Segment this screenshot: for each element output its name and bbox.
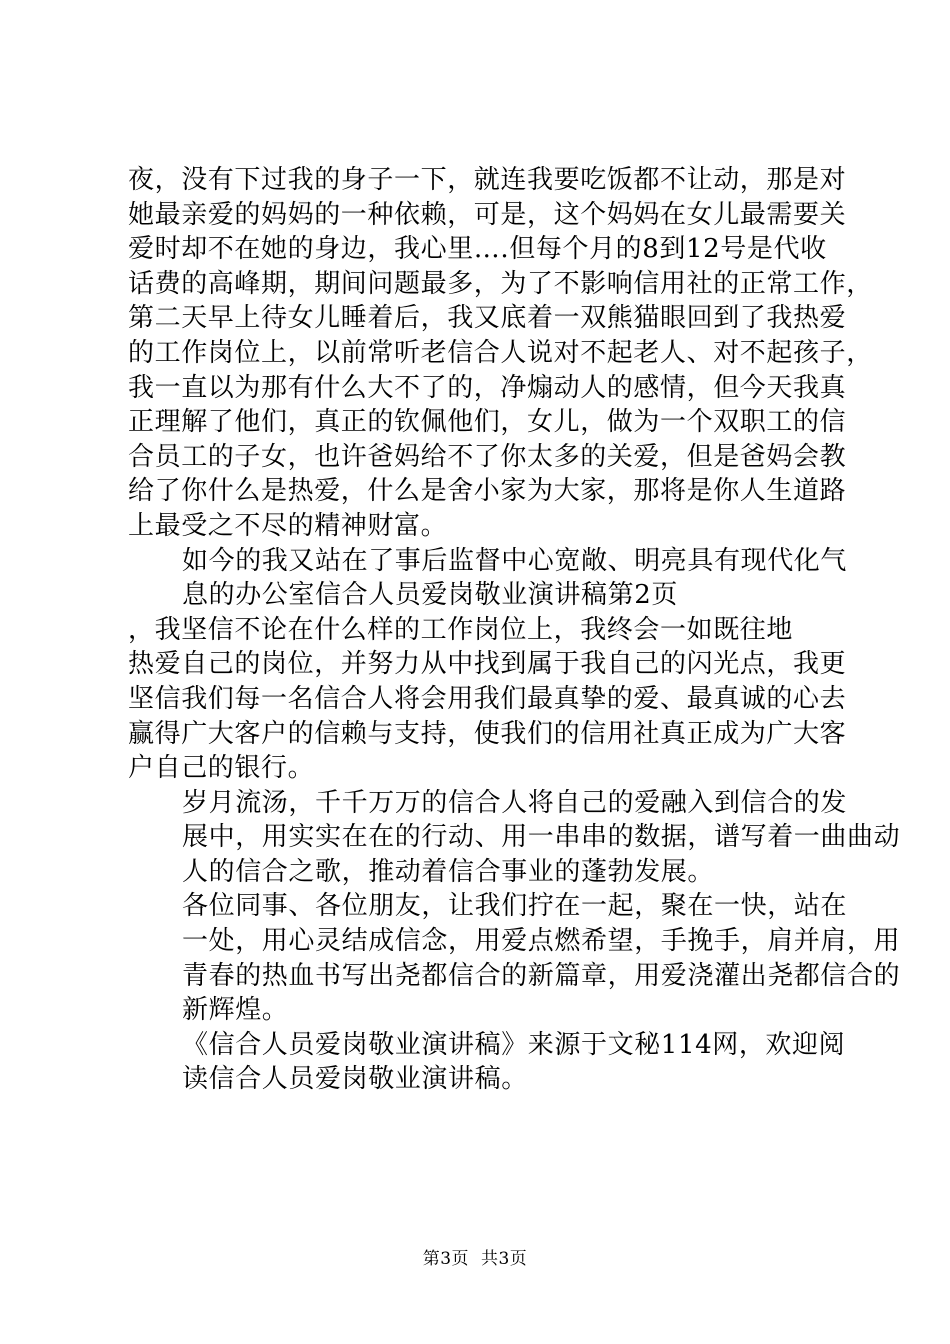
text-line: 她最亲爱的妈妈的一种依赖，可是，这个妈妈在女儿最需要关	[128, 199, 847, 230]
text-line: 合员工的子女，也许爸妈给不了你太多的关爱，但是爸妈会教	[128, 441, 847, 472]
page-total: 共3页	[480, 1249, 528, 1269]
text-line: ，我坚信不论在什么样的工作岗位上，我终会一如既往地	[128, 614, 794, 645]
document-body	[128, 163, 901, 1097]
text-line: 给了你什么是热爱，什么是舍小家为大家，那将是你人生道路	[128, 476, 847, 507]
text-line: 户自己的银行。	[128, 753, 315, 784]
paragraph	[128, 163, 873, 544]
text-line: 的工作岗位上，以前常听老信合人说对不起老人、对不起孩子，	[128, 337, 873, 368]
paragraph	[128, 544, 848, 613]
text-line: 新辉煌。	[182, 995, 289, 1026]
text-line: 坚信我们每一名信合人将会用我们最真挚的爱、最真诚的心去	[128, 683, 847, 714]
text-line: 正理解了他们，真正的钦佩他们，女儿，做为一个双职工的信	[128, 407, 847, 438]
text-line: 展中，用实实在在的行动、用一串串的数据，谱写着一曲曲动	[182, 822, 901, 853]
text-line: 读信合人员爱岗敬业演讲稿。	[182, 1064, 528, 1095]
text-line: 赢得广大客户的信赖与支持，使我们的信用社真正成为广大客	[128, 718, 847, 749]
paragraph	[128, 613, 847, 786]
text-line: 热爱自己的岗位，并努力从中找到属于我自己的闪光点，我更	[128, 649, 847, 680]
text-line: 如今的我又站在了事后监督中心宽敞、明亮具有现代化气	[182, 545, 848, 576]
paragraph	[128, 786, 901, 890]
text-line: 夜，没有下过我的身子一下，就连我要吃饭都不让动，那是对	[128, 165, 847, 195]
text-line: 《信合人员爱岗敬业演讲稿》来源于文秘114网，欢迎阅	[182, 1029, 846, 1060]
page-number: 第3页	[422, 1249, 470, 1269]
paragraph	[128, 1028, 846, 1097]
text-line: 第二天早上待女儿睡着后，我又底着一双熊猫眼回到了我热爱	[128, 303, 847, 334]
text-line: 人的信合之歌，推动着信合事业的蓬勃发展。	[182, 856, 715, 887]
text-line: 一处，用心灵结成信念，用爱点燃希望，手挽手，肩并肩，用	[182, 926, 901, 957]
text-line: 上最受之不尽的精神财富。	[128, 510, 448, 541]
text-line: 话费的高峰期，期间问题最多，为了不影响信用社的正常工作，	[128, 268, 873, 299]
text-line: 各位同事、各位朋友，让我们拧在一起，聚在一快，站在	[182, 891, 848, 922]
page-footer	[0, 1244, 950, 1269]
paragraph	[128, 889, 901, 1027]
text-line: 我一直以为那有什么大不了的，净煽动人的感情，但今天我真	[128, 372, 847, 403]
text-line: 岁月流汤，千千万万的信合人将自己的爱融入到信合的发	[182, 787, 848, 818]
text-line: 爱时却不在她的身边，我心里….但每个月的8到12号是代收	[128, 234, 827, 265]
text-line: 青春的热血书写出尧都信合的新篇章，用爱浇灌出尧都信合的	[182, 960, 901, 991]
text-line: 息的办公室信合人员爱岗敬业演讲稿第2页	[182, 580, 678, 611]
